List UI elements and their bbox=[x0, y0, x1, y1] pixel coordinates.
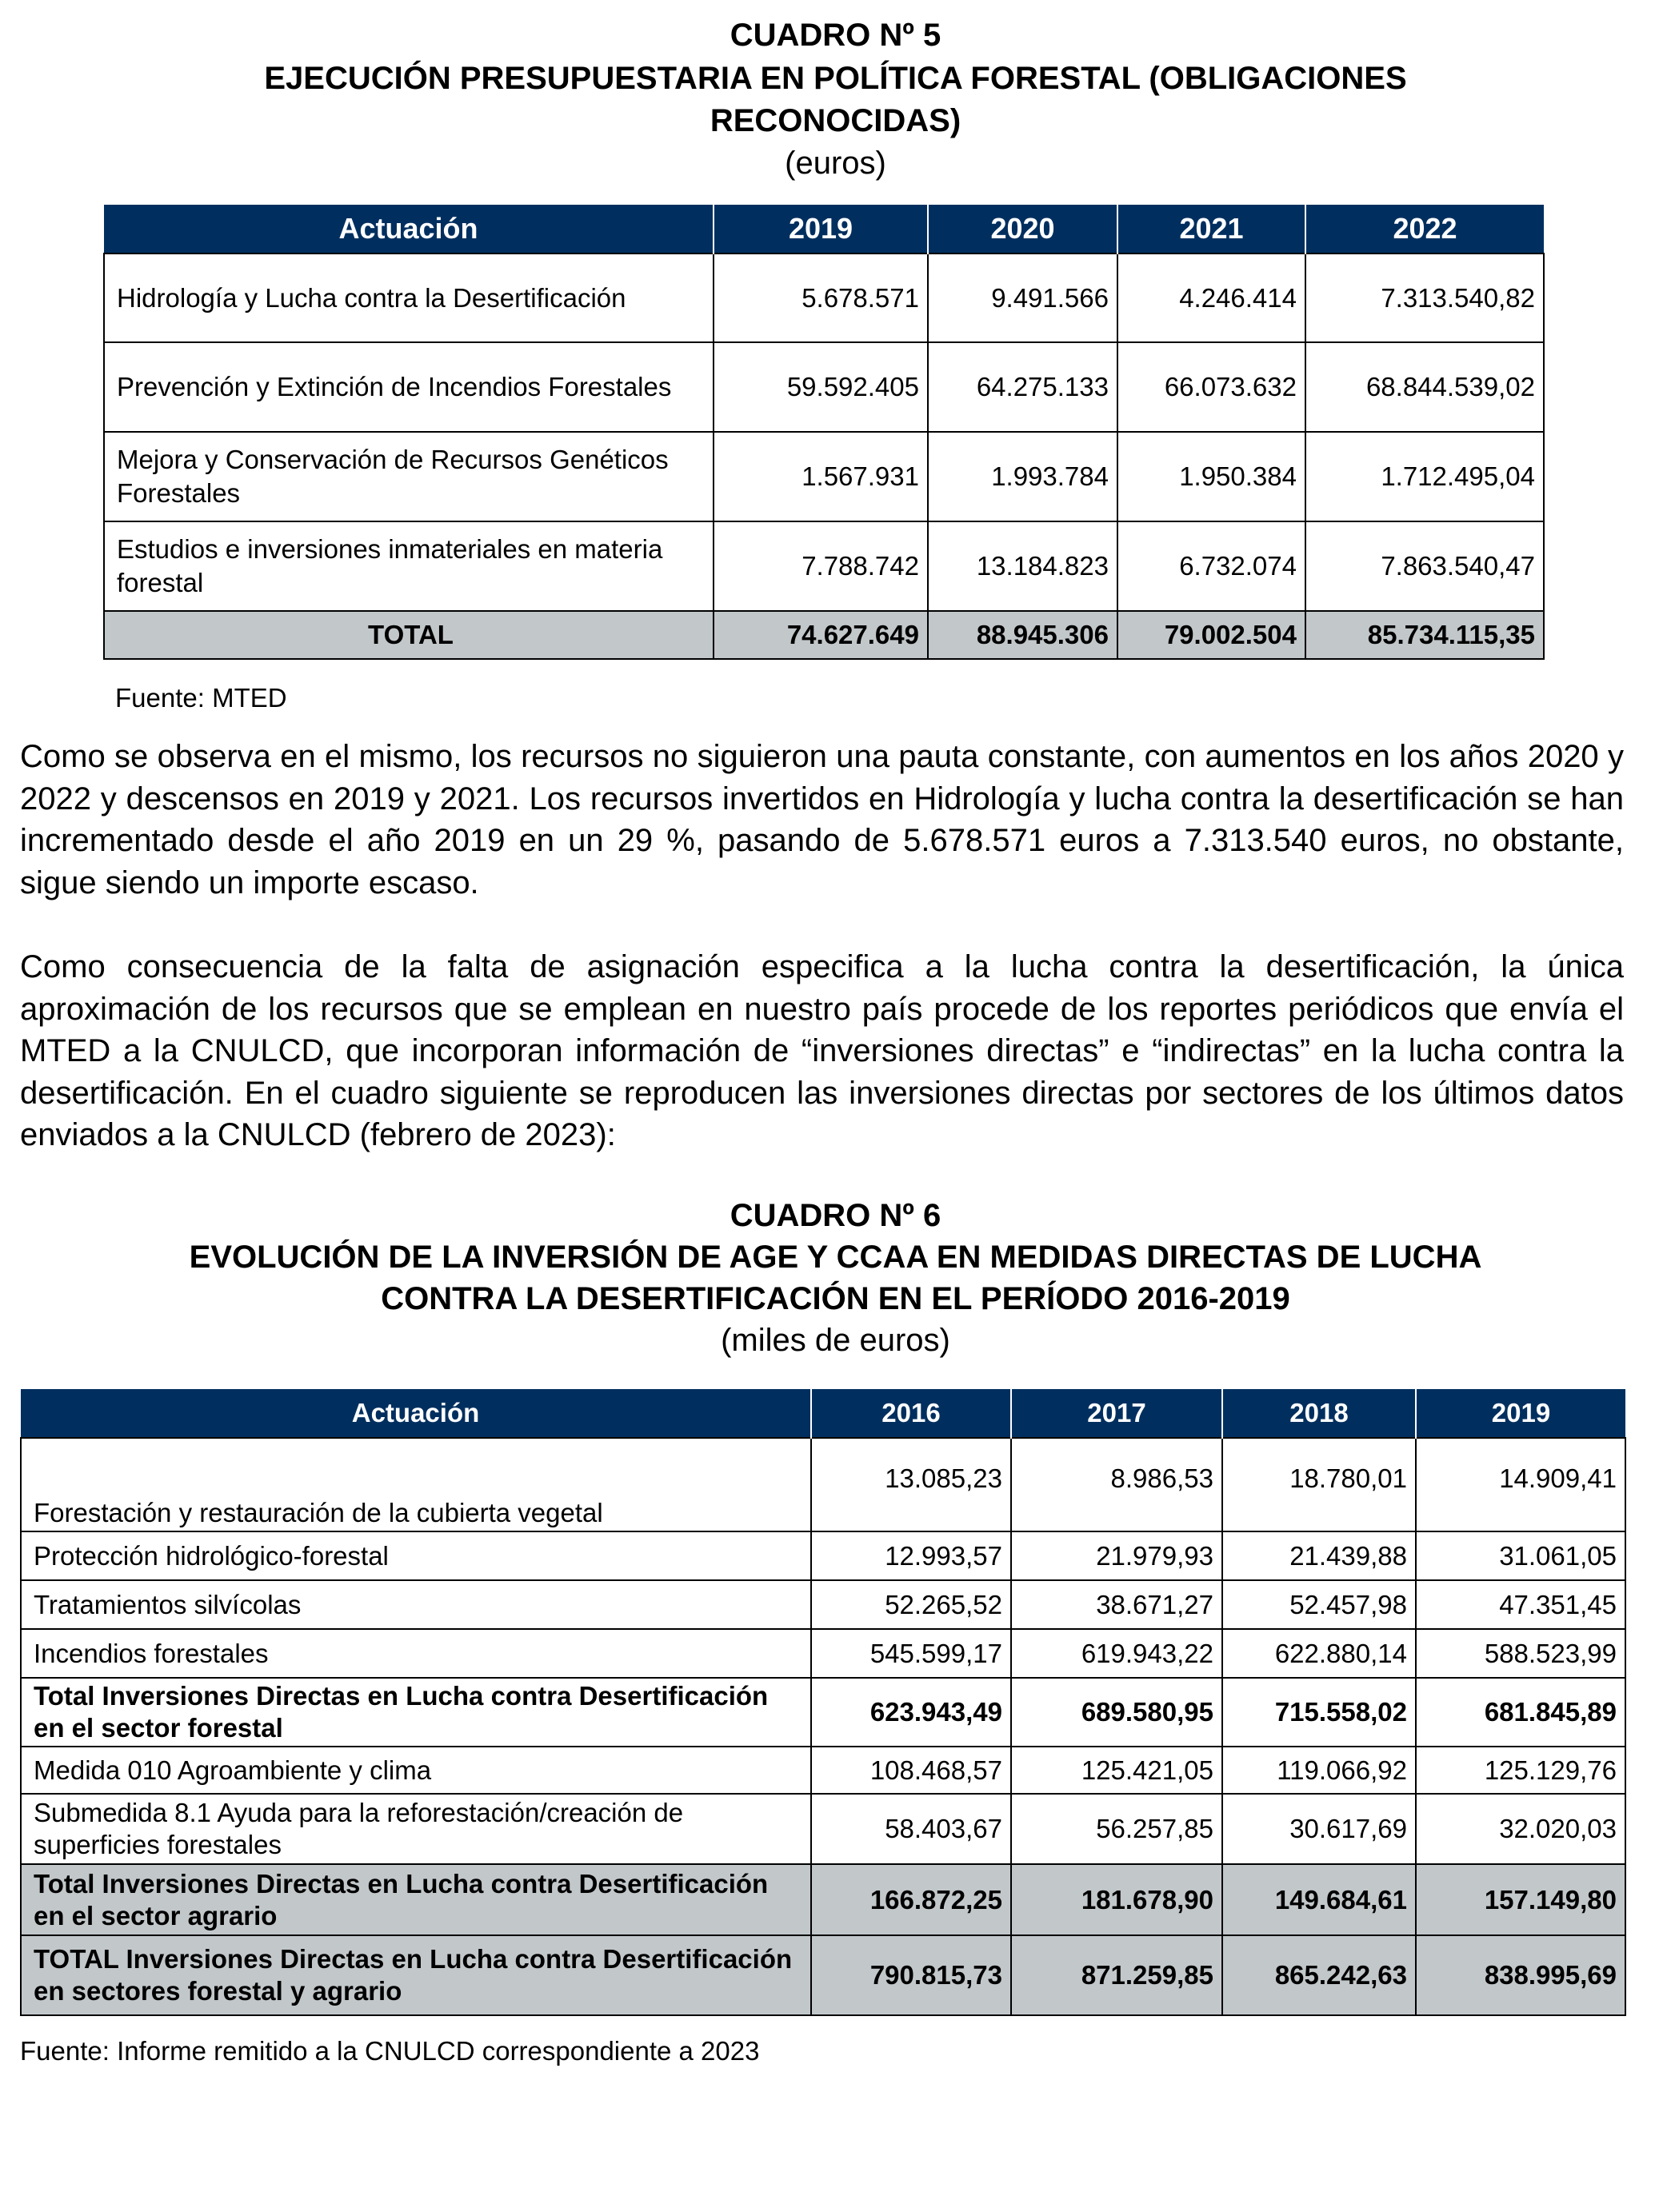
cell-value: 157.149,80 bbox=[1416, 1864, 1625, 1935]
column-header-year: 2017 bbox=[1011, 1389, 1222, 1438]
cell-value: 56.257,85 bbox=[1011, 1794, 1222, 1864]
row-label: Tratamientos silvícolas bbox=[21, 1580, 811, 1629]
cuadro6-title-line1: EVOLUCIÓN DE LA INVERSIÓN DE AGE Y CCAA EN MEDIDAS DIRECTAS DE LUCHA bbox=[189, 1240, 1482, 1275]
cell-value: 1.950.384 bbox=[1117, 432, 1305, 521]
cell-value: 871.259,85 bbox=[1011, 1935, 1222, 2015]
table-row bbox=[21, 1629, 1625, 1678]
cell-value: 38.671,27 bbox=[1011, 1580, 1222, 1629]
cell-value: 1.993.784 bbox=[928, 432, 1117, 521]
cell-value: 108.468,57 bbox=[811, 1747, 1011, 1794]
cell-value: 14.909,41 bbox=[1416, 1438, 1625, 1531]
cell-value: 5.678.571 bbox=[714, 254, 928, 342]
column-header-year: 2018 bbox=[1222, 1389, 1416, 1438]
row-label: Forestación y restauración de la cubierta vegetal bbox=[21, 1438, 811, 1531]
table-row bbox=[104, 254, 1544, 342]
cell-value: 119.066,92 bbox=[1222, 1747, 1416, 1794]
cuadro6-source: Fuente: Informe remitido a la CNULCD correspondiente a 2023 bbox=[20, 2036, 760, 2066]
cell-value: 18.780,01 bbox=[1222, 1438, 1416, 1531]
cell-value: 52.265,52 bbox=[811, 1580, 1011, 1629]
cell-value: 166.872,25 bbox=[811, 1864, 1011, 1935]
cell-value: 623.943,49 bbox=[811, 1678, 1011, 1747]
cuadro6-table bbox=[20, 1389, 1626, 2016]
cuadro5-title-line1: EJECUCIÓN PRESUPUESTARIA EN POLÍTICA FORESTAL (OBLIGACIONES bbox=[264, 61, 1407, 96]
cell-value: 13.184.823 bbox=[928, 521, 1117, 611]
cell-value: 622.880,14 bbox=[1222, 1629, 1416, 1678]
paragraph-2: Como consecuencia de la falta de asignación especifica a la lucha contra la desertificación, la única aproximación de los recursos que se emplean en nuestro país procede de los reportes periódicos que envía el MTED a la CNULCD, que incorporan información de “inversiones directas” e “indirectas” en la lucha contra la desertificación. En el cuadro siguiente se reproducen las inversiones directas por sectores de los últimos datos enviados a la CNULCD (febrero de 2023): bbox=[20, 949, 1624, 1152]
cell-value: 32.020,03 bbox=[1416, 1794, 1625, 1864]
cuadro6-unit: (miles de euros) bbox=[721, 1323, 950, 1358]
row-label: Protección hidrológico-forestal bbox=[21, 1531, 811, 1580]
cell-value: 9.491.566 bbox=[928, 254, 1117, 342]
cell-value: 715.558,02 bbox=[1222, 1678, 1416, 1747]
row-label: Estudios e inversiones inmateriales en materia forestal bbox=[104, 521, 714, 611]
total-value: 79.002.504 bbox=[1117, 611, 1305, 659]
column-header-year: 2019 bbox=[1416, 1389, 1625, 1438]
row-label: Submedida 8.1 Ayuda para la reforestación/creación de superficies forestales bbox=[21, 1794, 811, 1864]
cell-value: 149.684,61 bbox=[1222, 1864, 1416, 1935]
row-label: Mejora y Conservación de Recursos Genéticos Forestales bbox=[104, 432, 714, 521]
cell-value: 31.061,05 bbox=[1416, 1531, 1625, 1580]
table-row bbox=[104, 342, 1544, 432]
cell-value: 7.863.540,47 bbox=[1305, 521, 1544, 611]
cell-value: 8.986,53 bbox=[1011, 1438, 1222, 1531]
cuadro6-title-line2: CONTRA LA DESERTIFICACIÓN EN EL PERÍODO 2016-2019 bbox=[381, 1281, 1290, 1316]
row-label: Total Inversiones Directas en Lucha contra Desertificación en el sector agrario bbox=[21, 1864, 811, 1935]
cuadro5-source: Fuente: MTED bbox=[115, 683, 287, 713]
column-header-year: 2022 bbox=[1305, 205, 1544, 254]
table-header-row bbox=[104, 205, 1544, 254]
cell-value: 21.979,93 bbox=[1011, 1531, 1222, 1580]
table-row bbox=[21, 1747, 1625, 1794]
table-header-row bbox=[21, 1389, 1625, 1438]
cell-value: 125.421,05 bbox=[1011, 1747, 1222, 1794]
total-label: TOTAL bbox=[104, 611, 714, 659]
column-header-year: 2016 bbox=[811, 1389, 1011, 1438]
cell-value: 7.313.540,82 bbox=[1305, 254, 1544, 342]
cell-value: 689.580,95 bbox=[1011, 1678, 1222, 1747]
cell-value: 1.567.931 bbox=[714, 432, 928, 521]
table-row bbox=[104, 521, 1544, 611]
cell-value: 66.073.632 bbox=[1117, 342, 1305, 432]
cell-value: 58.403,67 bbox=[811, 1794, 1011, 1864]
table-row bbox=[21, 1531, 1625, 1580]
cell-value: 619.943,22 bbox=[1011, 1629, 1222, 1678]
cell-value: 181.678,90 bbox=[1011, 1864, 1222, 1935]
paragraph-1: Como se observa en el mismo, los recursos no siguieron una pauta constante, con aumentos en los años 2020 y 2022 y descensos en 2019 y 2021. Los recursos invertidos en Hidrología y lucha contra la desertificación se han incrementado desde el año 2019 en un 29 %, pasando de 5.678.571 euros a 7.313.540 euros, no obstante, sigue siendo un importe escaso. bbox=[20, 739, 1624, 900]
cuadro5-unit: (euros) bbox=[785, 146, 886, 181]
cell-value: 681.845,89 bbox=[1416, 1678, 1625, 1747]
cuadro5-title-line2: RECONOCIDAS) bbox=[710, 103, 961, 138]
cell-value: 545.599,17 bbox=[811, 1629, 1011, 1678]
cell-value: 52.457,98 bbox=[1222, 1580, 1416, 1629]
table-row bbox=[21, 1438, 1625, 1531]
cell-value: 6.732.074 bbox=[1117, 521, 1305, 611]
row-label: Total Inversiones Directas en Lucha contra Desertificación en el sector forestal bbox=[21, 1678, 811, 1747]
cell-value: 59.592.405 bbox=[714, 342, 928, 432]
table-row bbox=[21, 1580, 1625, 1629]
total-value: 88.945.306 bbox=[928, 611, 1117, 659]
total-value: 74.627.649 bbox=[714, 611, 928, 659]
cell-value: 68.844.539,02 bbox=[1305, 342, 1544, 432]
row-label: Hidrología y Lucha contra la Desertificación bbox=[104, 254, 714, 342]
table-row bbox=[104, 432, 1544, 521]
grand-total-row bbox=[21, 1935, 1625, 2015]
row-label: TOTAL Inversiones Directas en Lucha contra Desertificación en sectores forestal y agrario bbox=[21, 1935, 811, 2015]
column-header-year: 2020 bbox=[928, 205, 1117, 254]
cell-value: 64.275.133 bbox=[928, 342, 1117, 432]
cell-value: 838.995,69 bbox=[1416, 1935, 1625, 2015]
cell-value: 30.617,69 bbox=[1222, 1794, 1416, 1864]
column-header-actuacion: Actuación bbox=[104, 205, 714, 254]
cell-value: 47.351,45 bbox=[1416, 1580, 1625, 1629]
cell-value: 125.129,76 bbox=[1416, 1747, 1625, 1794]
cell-value: 1.712.495,04 bbox=[1305, 432, 1544, 521]
row-label: Incendios forestales bbox=[21, 1629, 811, 1678]
row-label: Prevención y Extinción de Incendios Forestales bbox=[104, 342, 714, 432]
cell-value: 21.439,88 bbox=[1222, 1531, 1416, 1580]
cell-value: 13.085,23 bbox=[811, 1438, 1011, 1531]
column-header-actuacion: Actuación bbox=[21, 1389, 811, 1438]
subtotal-row-forestal bbox=[21, 1678, 1625, 1747]
cell-value: 865.242,63 bbox=[1222, 1935, 1416, 2015]
column-header-year: 2021 bbox=[1117, 205, 1305, 254]
row-label: Medida 010 Agroambiente y clima bbox=[21, 1747, 811, 1794]
cell-value: 12.993,57 bbox=[811, 1531, 1011, 1580]
subtotal-row-agrario bbox=[21, 1864, 1625, 1935]
cell-value: 4.246.414 bbox=[1117, 254, 1305, 342]
cuadro6-number: CUADRO Nº 6 bbox=[730, 1198, 941, 1233]
table-row bbox=[21, 1794, 1625, 1864]
cell-value: 588.523,99 bbox=[1416, 1629, 1625, 1678]
cell-value: 790.815,73 bbox=[811, 1935, 1011, 2015]
column-header-year: 2019 bbox=[714, 205, 928, 254]
total-row bbox=[104, 611, 1544, 659]
cuadro5-table bbox=[103, 205, 1545, 660]
total-value: 85.734.115,35 bbox=[1305, 611, 1544, 659]
cell-value: 7.788.742 bbox=[714, 521, 928, 611]
cuadro5-number: CUADRO Nº 5 bbox=[730, 18, 941, 53]
